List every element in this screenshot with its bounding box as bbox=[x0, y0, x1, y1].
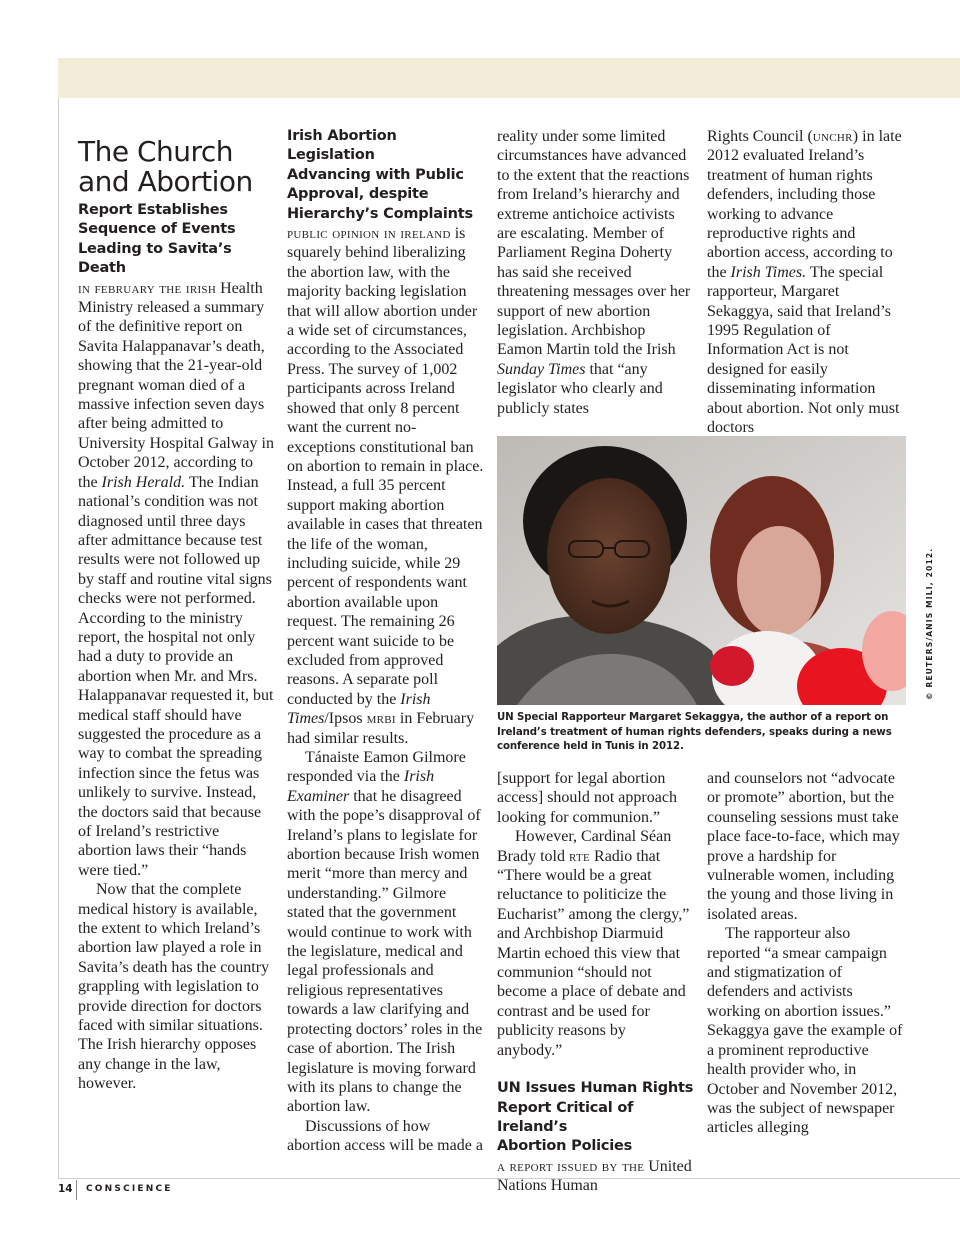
column-2 bbox=[287, 127, 484, 1156]
section-2-paragraph-3: Discussions of how abortion access will be made a bbox=[287, 1117, 483, 1155]
section-1-paragraph-1: in february the irish Health Ministry released a summary of the definitive report on Savita Halappanavar’s death, showing that the 21-year-old pregnant woman died of a massive infection seven days after being admitted to University Hospital Galway in October 2012, according to the Irish Herald. The Indian national’s condition was not diagnosed until three days after admittance because test results were not followed up by staff and routine vital signs checks were not performed. According to the ministry report, the hospital not only had a duty to provide an abortion when Mr. and Mrs. Halappanavar requested it, but medical staff should have suggested the procedure as a way to combat the spreading infection since the fetus was unlikely to survive. Instead, the doctors said that because of Ireland’s restrictive abortion laws their “hands were tied.” bbox=[78, 279, 274, 879]
column-3-bottom-paragraph-1: [support for legal abortion access] should not approach looking for communion.” bbox=[497, 770, 677, 826]
column-4-top bbox=[707, 127, 905, 438]
column-4-top-text: Rights Council (unchr) in late 2012 evaluated Ireland’s treatment of human rights defenders, including those working to advance reproductive rights and abortion access, according to the Irish Times. The special rapporteur, Margaret Sekaggya, said that Ireland’s 1995 Regulation of Information Act is not designed for easily disseminating information about abortion. Not only must doctors bbox=[707, 128, 902, 437]
section-1-paragraph-2: Now that the complete medical history is available, the extent to which Ireland’s abortion law played a role in Savita’s death has the country grappling with legislation to provide direction for doctors faced with similar situations. The Irish hierarchy opposes any change in the law, however. bbox=[78, 881, 270, 1093]
column-3-top-text: reality under some limited circumstances have advanced to the extent that the reactions from Ireland’s hierarchy and extreme antichoice activists are escalating. Member of Parliament Regina Doherty has said she received threatening messages over her support of new abortion legislation. Archbishop Eamon Martin told the Irish Sunday Times that “any legislator who clearly and publicly states bbox=[497, 128, 691, 417]
column-3-top bbox=[497, 127, 694, 418]
section-heading-legislation: Irish Abortion Legislation Advancing with Public Approval, despite Hierarchy’s Complaints bbox=[287, 128, 473, 222]
lead-in: in february the irish bbox=[78, 279, 217, 297]
lead-in: a report issued by the bbox=[497, 1157, 645, 1175]
lead-in: public opinion in ireland bbox=[287, 225, 451, 243]
column-4-bottom-paragraph-2: The rapporteur also reported “a smear campaign and stigmatization of defenders and activists working on abortion issues.” Sekaggya gave the example of a prominent reproductive health provider who, in October and November 2012, was the subject of newspaper articles alleging bbox=[707, 925, 903, 1137]
section-2-paragraph-2: Tánaiste Eamon Gilmore responded via the Irish Examiner that he disagreed with the pope’s disapproval of Ireland’s plans to legislate for abortion because Irish women merit “more than mercy and understanding.” Gilmore stated that the government would continue to work with the legislature, medical and legal professionals and religious representatives towards a law clarifying and protecting doctors’ roles in the case of abortion. The Irish legislature is moving forward with its plans to change the abortion law. bbox=[287, 749, 483, 1116]
article-title bbox=[78, 137, 274, 197]
section-heading-un-report: UN Issues Human Rights Report Critical of Ireland’s Abortion Policies bbox=[497, 1080, 694, 1155]
section-heading-savita: Report Establishes Sequence of Events Leading to Savita’s Death bbox=[78, 202, 236, 277]
column-1 bbox=[78, 129, 274, 1094]
photo-illustration bbox=[497, 436, 906, 705]
photo-sekaggya bbox=[497, 436, 906, 705]
title-line-1: The Church bbox=[78, 135, 234, 168]
footer-separator bbox=[76, 1180, 77, 1200]
section-2-paragraph-1: public opinion in ireland is squarely behind liberalizing the abortion law, with the majority backing legislation that will allow abortion under a wide set of circumstances, according to the Associated Press. The survey of 1,002 participants across Ireland showed that only 8 percent want the current no-exceptions constitutional ban on abortion to remain in place. Instead, a full 35 percent support making abortion available in cases that threaten the life of the woman, including suicide, while 29 percent of respondents want abortion available upon request. The remaining 26 percent want suicide to be excluded from approved reasons. A separate poll conducted by the Irish Times/Ipsos mrbi in February had similar results. bbox=[287, 225, 484, 747]
photo-caption: UN Special Rapporteur Margaret Sekaggya, the author of a report on Ireland’s treatment of human rights defenders, speaks during a news conference held in Tunis in 2012. bbox=[497, 712, 892, 753]
page-frame-left-rule bbox=[58, 98, 59, 1178]
page-number: 14 bbox=[58, 1183, 73, 1195]
column-4-bottom bbox=[707, 769, 905, 1138]
column-4-bottom-paragraph-1: and counselors not “advocate or promote” abortion, but the counseling sessions must take place face-to-face, which may prove a hardship for vulnerable women, including the young and those living in isolated areas. bbox=[707, 770, 900, 923]
section-3-paragraph-1: a report issued by the United Nations Human bbox=[497, 1157, 692, 1195]
title-line-2: and Abortion bbox=[78, 165, 253, 198]
publication-name: CONSCIENCE bbox=[86, 1184, 173, 1194]
header-band bbox=[58, 58, 960, 98]
photo-credit: © REUTERS/ANIS MILI, 2012. bbox=[925, 547, 934, 700]
column-3-bottom-paragraph-2: However, Cardinal Séan Brady told rte Radio that “There would be a great reluctance to politicize the Eucharist” among the clergy,” and Archbishop Diarmuid Martin echoed this view that communion “should not become a place of debate and contrast and be used for publicity reasons by anybody.” bbox=[497, 828, 690, 1059]
column-3-bottom bbox=[497, 769, 694, 1196]
